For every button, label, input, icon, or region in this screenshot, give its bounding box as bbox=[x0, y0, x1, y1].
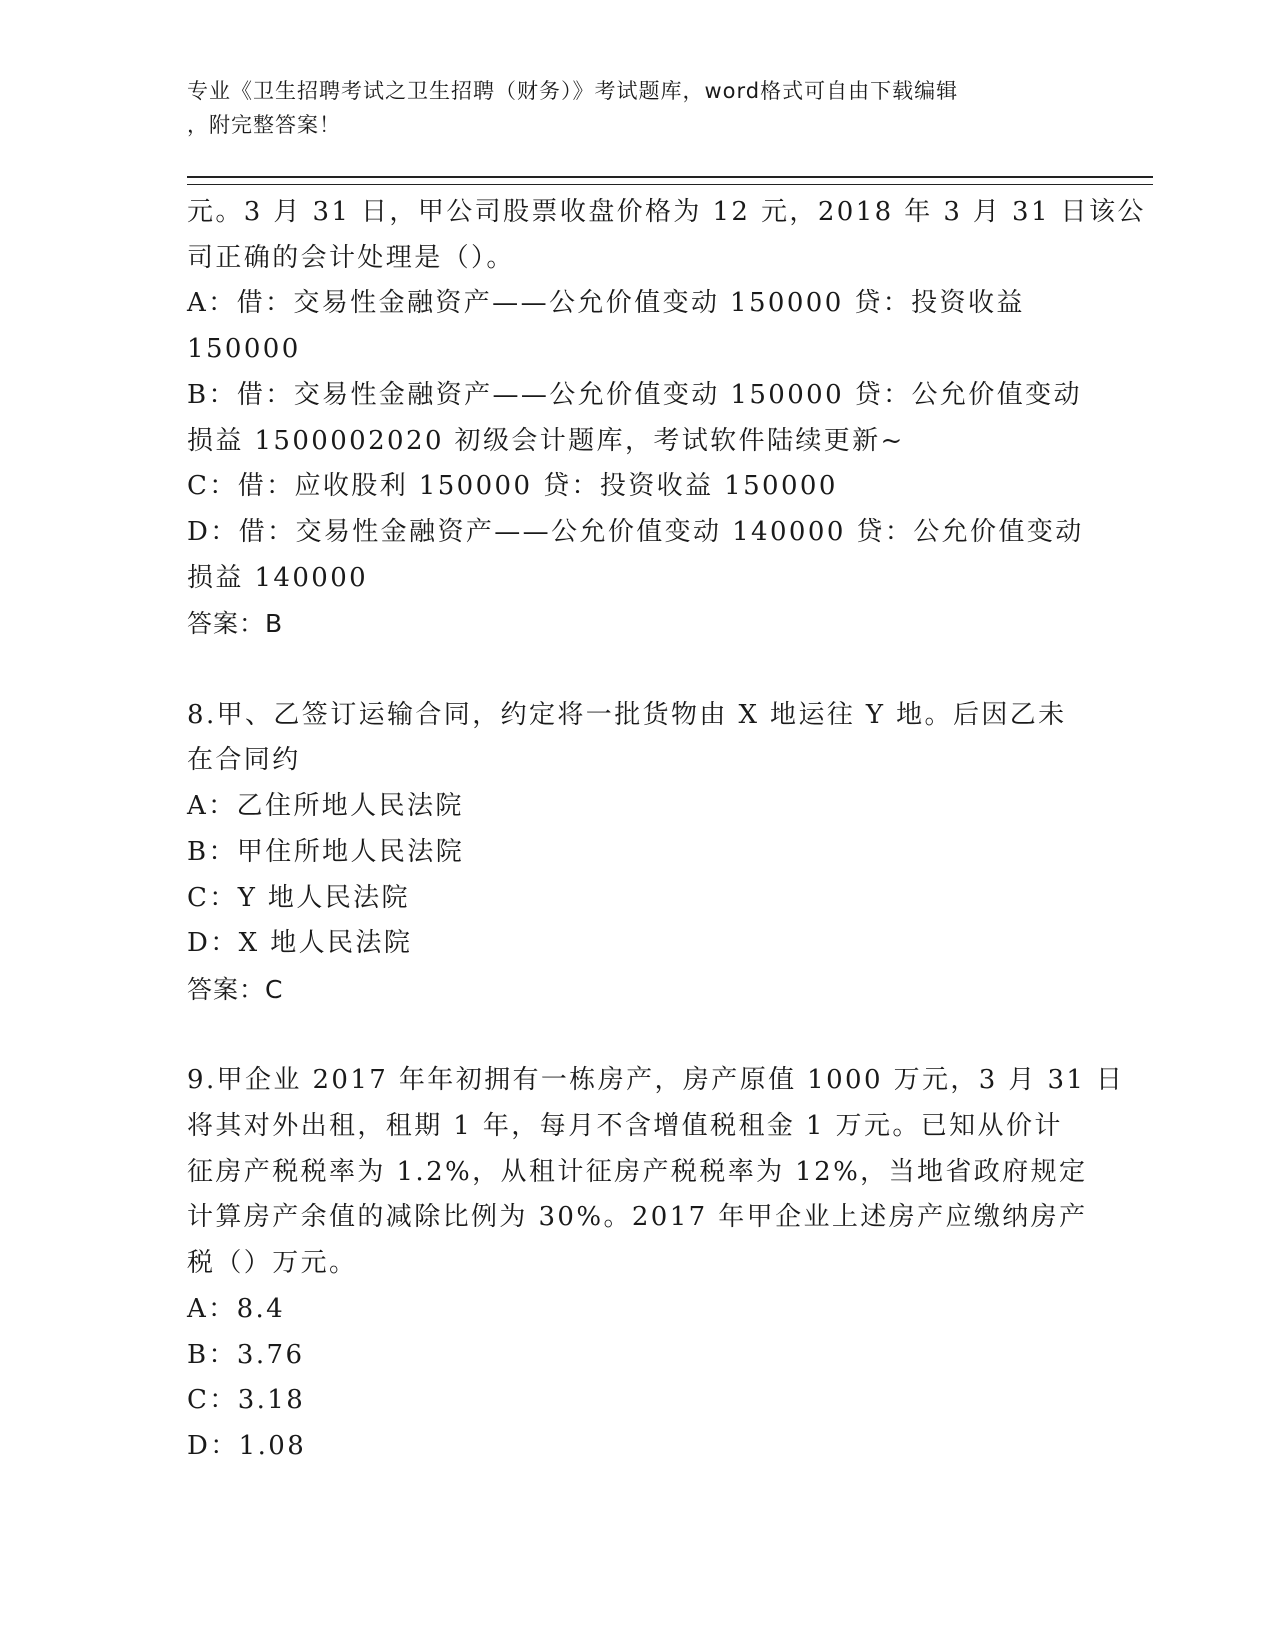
question-stem-line: 元。3 月 31 日，甲公司股票收盘价格为 12 元，2018 年 3 月 31 日该公 bbox=[187, 197, 1146, 227]
question-stem-line: 在合同约 bbox=[187, 745, 301, 776]
document-header bbox=[187, 74, 1067, 142]
question-stem-line: 税（）万元。 bbox=[187, 1248, 358, 1279]
option-d: D：X 地人民法院 bbox=[187, 928, 413, 959]
question-stem-line: 将其对外出租，租期 1 年，每月不含增值税租金 1 万元。已知从价计 bbox=[187, 1111, 1063, 1142]
option-b-continued: 损益 1500002020 初级会计题库，考试软件陆续更新~ bbox=[187, 425, 905, 456]
option-a: A：乙住所地人民法院 bbox=[187, 791, 464, 822]
option-c: C：Y 地人民法院 bbox=[187, 882, 410, 913]
answer-label: 答案：C bbox=[187, 974, 284, 1004]
question-stem-line: 征房产税税率为 1.2%，从租计征房产税税率为 12%，当地省政府规定 bbox=[187, 1156, 1088, 1187]
question-stem-line: 9.甲企业 2017 年年初拥有一栋房产，房产原值 1000 万元，3 月 31 日 bbox=[187, 1065, 1125, 1096]
header-title-line-1: 专业《卫生招聘考试之卫生招聘（财务）》考试题库，word格式可自由下载编辑 bbox=[187, 79, 959, 103]
question-9 bbox=[187, 1058, 1125, 1469]
option-d: D：1.08 bbox=[187, 1430, 307, 1461]
question-stem-line: 8.甲、乙签订运输合同，约定将一批货物由 X 地运往 Y 地。后因乙未 bbox=[187, 699, 1067, 730]
option-a: A：8.4 bbox=[187, 1293, 286, 1324]
header-title-line-2: ，附完整答案！ bbox=[187, 113, 341, 137]
option-b: B：甲住所地人民法院 bbox=[187, 836, 465, 867]
option-b: B：借：交易性金融资产——公允价值变动 150000 贷：公允价值变动 bbox=[187, 379, 1082, 410]
answer-label: 答案：B bbox=[187, 609, 284, 639]
document-body bbox=[187, 190, 1146, 1470]
question-7 bbox=[187, 190, 1146, 647]
option-a: A：借：交易性金融资产——公允价值变动 150000 贷：投资收益 bbox=[187, 288, 1025, 319]
question-8 bbox=[187, 693, 1067, 1013]
spacer bbox=[187, 1013, 1067, 1059]
option-d: D：借：交易性金融资产——公允价值变动 140000 贷：公允价值变动 bbox=[187, 516, 1084, 547]
option-c: C：借：应收股利 150000 贷：投资收益 150000 bbox=[187, 471, 838, 502]
header-divider bbox=[187, 176, 1153, 185]
question-stem-line: 计算房产余值的减除比例为 30%。2017 年甲企业上述房产应缴纳房产 bbox=[187, 1202, 1088, 1233]
spacer bbox=[187, 647, 1067, 693]
option-d-continued: 损益 140000 bbox=[187, 562, 369, 593]
option-b: B：3.76 bbox=[187, 1339, 305, 1370]
option-a-continued: 150000 bbox=[187, 334, 301, 365]
option-c: C：3.18 bbox=[187, 1385, 306, 1416]
question-stem-line: 司正确的会计处理是（）。 bbox=[187, 242, 515, 273]
